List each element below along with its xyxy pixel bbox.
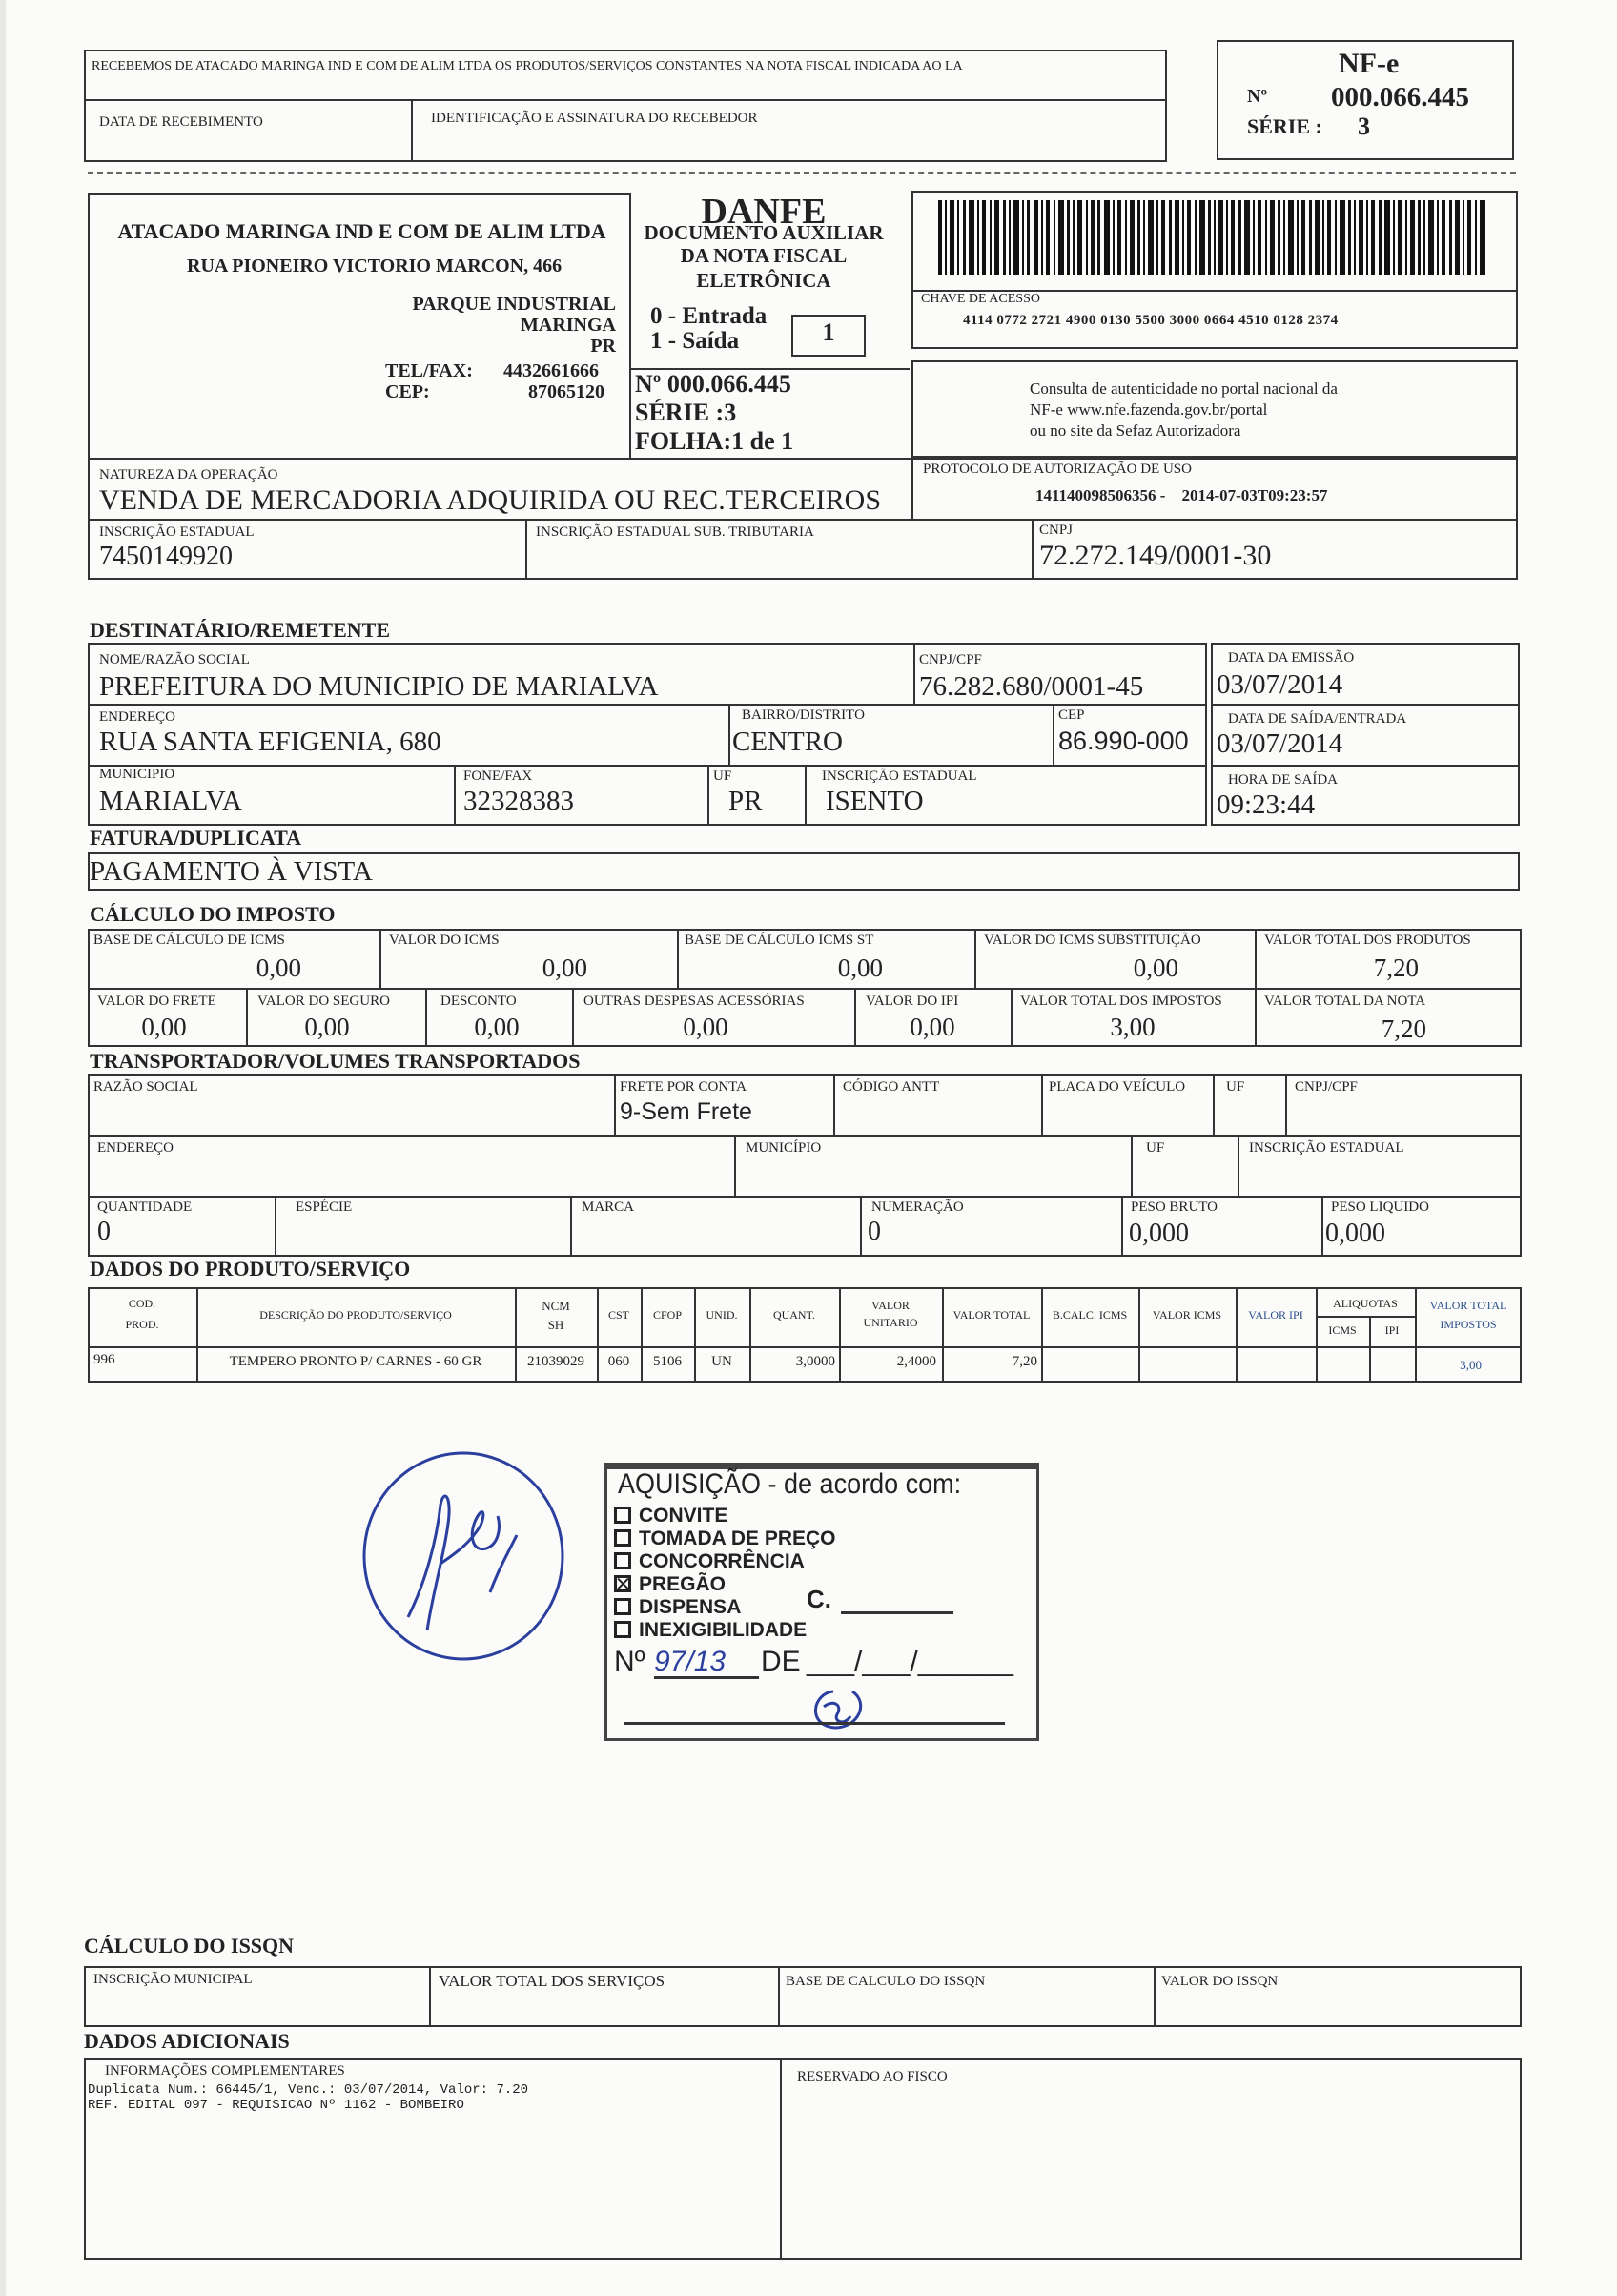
danfe-title: DANFE (701, 192, 827, 232)
tax-icms: 0,00 (542, 953, 587, 982)
issqn-value-label: VALOR DO ISSQN (1161, 1974, 1279, 1989)
recipient-ie-label: INSCRIÇÃO ESTADUAL (822, 769, 977, 784)
stamp-option-convite (614, 1505, 727, 1527)
stamp-option-dispensa (614, 1596, 741, 1619)
col-aliq: ALIQUOTAS (1333, 1297, 1398, 1310)
additional-line-1: Duplicata Num.: 66445/1, Venc.: 03/07/2014, Valor: 7.20 (88, 2082, 529, 2098)
stamp-de-label: DE (761, 1646, 801, 1677)
tax-freight-label: VALOR DO FRETE (97, 994, 216, 1009)
tax-ipi-label: VALOR DO IPI (866, 994, 959, 1009)
col-vipi: VALOR IPI (1248, 1308, 1303, 1322)
additional-info-label: INFORMAÇÕES COMPLEMENTARES (105, 2063, 345, 2079)
tax-freight: 0,00 (141, 1013, 187, 1041)
recipient-section-title: DESTINATÁRIO/REMETENTE (90, 618, 390, 642)
danfe-entrada: 0 - Entrada (650, 303, 768, 329)
item-ncm: 21039029 (527, 1354, 584, 1369)
invoice-payment: PAGAMENTO À VISTA (90, 856, 373, 887)
recipient-phone: 32328383 (463, 786, 574, 816)
tax-base-st-label: BASE DE CÁLCULO ICMS ST (685, 933, 874, 948)
barcode (938, 200, 1489, 275)
carrier-name-label: RAZÃO SOCIAL (93, 1079, 198, 1095)
stamp-option-tomada (614, 1527, 836, 1550)
receipt-date-label: DATA DE RECEBIMENTO (99, 114, 263, 130)
tax-base-icms: 0,00 (256, 953, 301, 982)
pregao-checked-icon (614, 1575, 631, 1592)
tax-icms-st-label: VALOR DO ICMS SUBSTITUIÇÃO (984, 933, 1201, 948)
access-key: 4114 0772 2721 4900 0130 5500 3000 0664 4510 0128 2374 (963, 313, 1339, 328)
products-section-title: DADOS DO PRODUTO/SERVIÇO (90, 1257, 411, 1281)
item-unid: UN (711, 1354, 732, 1369)
danfe-folha: FOLHA:1 de 1 (635, 427, 794, 455)
consult-line-3: ou no site da Sefaz Autorizadora (1030, 421, 1241, 440)
col-bcalc: B.CALC. ICMS (1052, 1308, 1128, 1322)
stamp-date-slashes: ___/___/______ (807, 1646, 1013, 1677)
volume-qty-label: QUANTIDADE (97, 1199, 193, 1215)
dispensa-checkbox-icon (614, 1598, 631, 1615)
emitter-cep-label: CEP: (385, 381, 430, 402)
tax-insurance-label: VALOR DO SEGURO (257, 994, 390, 1009)
tax-total-note: 7,20 (1381, 1015, 1426, 1043)
reserved-label: RESERVADO AO FISCO (797, 2069, 948, 2084)
nature-label: NATUREZA DA OPERAÇÃO (99, 467, 278, 482)
transport-box (88, 1074, 1522, 1257)
stamp-number-handwritten: 97/13 (654, 1646, 727, 1677)
emitter-state: PR (590, 336, 616, 357)
stamp-option-label: TOMADA DE PREÇO (639, 1527, 836, 1549)
recipient-address: RUA SANTA EFIGENIA, 680 (99, 727, 441, 757)
stamp-option-label: DISPENSA (639, 1596, 742, 1618)
carrier-city-label: MUNICÍPIO (746, 1140, 822, 1156)
tax-ipi: 0,00 (910, 1013, 955, 1041)
issqn-im-label: INSCRIÇÃO MUNICIPAL (93, 1972, 253, 1987)
recipient-cep: 86.990-000 (1058, 727, 1189, 755)
col-quant: QUANT. (772, 1308, 816, 1322)
recipient-uf: PR (728, 786, 763, 816)
danfe-subtitle-3: ELETRÔNICA (696, 269, 831, 292)
volume-qty: 0 (97, 1217, 111, 1246)
recipient-cnpj-label: CNPJ/CPF (919, 652, 982, 667)
emitter-city: MARINGA (521, 315, 616, 336)
col-cst: CST (607, 1308, 629, 1322)
tax-total-products: 7,20 (1373, 953, 1419, 982)
col-cod-2: PROD. (125, 1318, 159, 1331)
tax-other: 0,00 (683, 1013, 728, 1041)
col-cfop: CFOP (652, 1308, 683, 1322)
handwritten-signature (349, 1449, 578, 1669)
emitter-street: RUA PIONEIRO VICTORIO MARCON, 466 (187, 256, 563, 277)
operation-type: 1 (822, 318, 835, 346)
col-cod-1: COD. (128, 1297, 156, 1310)
issqn-section-title: CÁLCULO DO ISSQN (84, 1934, 295, 1958)
net-weight-label: PESO LIQUIDO (1331, 1199, 1429, 1215)
freight-value: 9-Sem Frete (620, 1098, 752, 1125)
cnpj-value: 72.272.149/0001-30 (1039, 540, 1272, 571)
danfe-subtitle-2: DA NOTA FISCAL (680, 244, 848, 267)
emitter-district: PARQUE INDUSTRIAL (412, 294, 616, 315)
tax-base-st: 0,00 (837, 953, 883, 982)
inexigibilidade-checkbox-icon (614, 1621, 631, 1638)
col-vicms: VALOR ICMS (1152, 1308, 1222, 1322)
col-ncm-1: NCM (542, 1299, 570, 1313)
recipient-name-label: NOME/RAZÃO SOCIAL (99, 652, 250, 667)
item-cod: 996 (93, 1352, 115, 1367)
consult-line-1: Consulta de autenticidade no portal nacional da (1030, 379, 1338, 398)
danfe-saida: 1 - Saída (650, 328, 740, 354)
carrier-uf-label: UF (1226, 1079, 1245, 1095)
nfe-number: 000.066.445 (1331, 82, 1469, 113)
recipient-address-label: ENDEREÇO (99, 709, 175, 725)
tax-icms-label: VALOR DO ICMS (389, 933, 500, 948)
volume-numbering: 0 (868, 1217, 881, 1246)
issqn-services-label: VALOR TOTAL DOS SERVIÇOS (439, 1972, 665, 1990)
net-weight: 0,000 (1325, 1219, 1385, 1248)
col-vtot-1: VALOR TOTAL (1429, 1299, 1507, 1312)
emitter-name: ATACADO MARINGA IND E COM DE ALIM LTDA (117, 219, 606, 243)
emission-date-label: DATA DA EMISSÃO (1228, 650, 1355, 666)
col-total: VALOR TOTAL (952, 1308, 1031, 1322)
col-desc: DESCRIÇÃO DO PRODUTO/SERVIÇO (259, 1308, 452, 1322)
danfe-serie: SÉRIE :3 (635, 399, 737, 426)
tax-total-products-label: VALOR TOTAL DOS PRODUTOS (1264, 933, 1471, 948)
access-key-label: CHAVE DE ACESSO (921, 292, 1040, 306)
nature-value: VENDA DE MERCADORIA ADQUIRIDA OU REC.TERCEIROS (99, 484, 882, 516)
stamp-option-label: CONVITE (639, 1505, 728, 1527)
volume-species-label: ESPÉCIE (296, 1199, 353, 1215)
tax-total-taxes-label: VALOR TOTAL DOS IMPOSTOS (1020, 994, 1222, 1009)
acquisition-stamp (597, 1459, 1045, 1745)
stamp-option-label: CONCORRÊNCIA (639, 1550, 805, 1572)
exit-date: 03/07/2014 (1217, 728, 1343, 759)
invoice-section-title: FATURA/DUPLICATA (90, 826, 302, 850)
cut-line (88, 172, 1516, 174)
recipient-cnpj: 76.282.680/0001-45 (919, 671, 1144, 702)
stamp-option-label: PREGÃO (639, 1573, 727, 1595)
col-unit-2: UNITARIO (863, 1316, 918, 1329)
col-unid: UNID. (706, 1308, 738, 1322)
col-unit-1: VALOR (871, 1299, 910, 1312)
receipt-signature-label: IDENTIFICAÇÃO E ASSINATURA DO RECEBEDOR (431, 111, 758, 126)
item-unit: 2,4000 (896, 1354, 936, 1369)
concorrencia-checkbox-icon (614, 1552, 631, 1569)
danfe-document (6, 0, 1617, 2296)
receipt-text: RECEBEMOS DE ATACADO MARINGA IND E COM DE ALIM LTDA OS PRODUTOS/SERVIÇOS CONSTANTES NA NOTA FISCAL INDICADA AO LA (92, 59, 963, 73)
transport-section-title: TRANSPORTADOR/VOLUMES TRANSPORTADOS (90, 1049, 581, 1073)
nfe-number-label: Nº (1247, 86, 1268, 107)
tax-insurance: 0,00 (304, 1013, 350, 1041)
freight-label: FRETE POR CONTA (620, 1079, 747, 1095)
tax-total-note-label: VALOR TOTAL DA NOTA (1264, 994, 1426, 1009)
recipient-city: MARIALVA (99, 786, 242, 816)
consult-line-2: NF-e www.nfe.fazenda.gov.br/portal (1030, 400, 1268, 419)
volume-brand-label: MARCA (582, 1199, 635, 1215)
tax-discount: 0,00 (474, 1013, 520, 1041)
exit-date-label: DATA DE SAÍDA/ENTRADA (1228, 711, 1407, 727)
stamp-option-inexigibilidade (614, 1619, 807, 1642)
stamp-initials (795, 1684, 881, 1735)
stamp-title: AQUISIÇÃO - de acordo com: (618, 1468, 962, 1500)
item-desc: TEMPERO PRONTO P/ CARNES - 60 GR (229, 1354, 482, 1369)
convite-checkbox-icon (614, 1507, 631, 1524)
issqn-base-label: BASE DE CALCULO DO ISSQN (786, 1974, 986, 1989)
antt-label: CÓDIGO ANTT (843, 1079, 940, 1095)
stamp-option-label: INEXIGIBILIDADE (639, 1619, 808, 1641)
plate-label: PLACA DO VEÍCULO (1049, 1079, 1186, 1095)
volume-numbering-label: NUMERAÇÃO (871, 1199, 964, 1215)
carrier-uf2-label: UF (1146, 1140, 1165, 1156)
cnpj-label: CNPJ (1039, 523, 1074, 538)
recipient-ie: ISENTO (826, 786, 924, 816)
protocol-label: PROTOCOLO DE AUTORIZAÇÃO DE USO (923, 461, 1192, 477)
tax-total-taxes: 3,00 (1110, 1013, 1156, 1041)
nfe-title: NF-e (1339, 48, 1400, 79)
state-registration-value: 7450149920 (99, 542, 233, 571)
exit-time-label: HORA DE SAÍDA (1228, 772, 1339, 788)
state-registration-st-label: INSCRIÇÃO ESTADUAL SUB. TRIBUTARIA (536, 524, 814, 540)
carrier-ie-label: INSCRIÇÃO ESTADUAL (1249, 1140, 1404, 1156)
stamp-option-pregao (614, 1573, 726, 1596)
item-taxes: 3,00 (1460, 1358, 1482, 1372)
tax-base-icms-label: BASE DE CÁLCULO DE ICMS (93, 933, 285, 948)
carrier-cnpj-label: CNPJ/CPF (1295, 1079, 1358, 1095)
recipient-cep-label: CEP (1058, 707, 1085, 723)
danfe-subtitle-1: DOCUMENTO AUXILIAR (644, 221, 884, 244)
recipient-city-label: MUNICIPIO (99, 767, 175, 782)
nfe-serie-label: SÉRIE : (1247, 114, 1322, 138)
danfe-number: Nº 000.066.445 (635, 370, 791, 398)
col-ncm-2: SH (547, 1318, 564, 1332)
stamp-option-concorrencia (614, 1550, 805, 1573)
gross-weight-label: PESO BRUTO (1131, 1199, 1218, 1215)
emission-date: 03/07/2014 (1217, 669, 1343, 700)
nfe-serie: 3 (1358, 113, 1370, 140)
tax-section-title: CÁLCULO DO IMPOSTO (90, 902, 336, 926)
carrier-address-label: ENDEREÇO (97, 1140, 174, 1156)
emitter-cep: 87065120 (528, 381, 604, 402)
additional-section-title: DADOS ADICIONAIS (84, 2029, 290, 2053)
stamp-c-label: C. (807, 1585, 831, 1613)
protocol-value: 141140098506356 - 2014-07-03T09:23:57 (1035, 486, 1328, 504)
exit-time: 09:23:44 (1217, 789, 1316, 820)
col-vtot-2: IMPOSTOS (1440, 1318, 1497, 1331)
stamp-number-prefix: Nº (614, 1646, 645, 1677)
col-aliq-icms: ICMS (1328, 1323, 1357, 1337)
recipient-uf-label: UF (713, 769, 732, 784)
recipient-phone-label: FONE/FAX (463, 769, 533, 784)
tax-icms-st: 0,00 (1133, 953, 1178, 982)
item-cst: 060 (607, 1354, 630, 1369)
state-registration-label: INSCRIÇÃO ESTADUAL (99, 524, 255, 540)
item-total: 7,20 (1012, 1354, 1037, 1369)
item-quant: 3,0000 (795, 1354, 835, 1369)
gross-weight: 0,000 (1129, 1219, 1189, 1248)
recipient-district-label: BAIRRO/DISTRITO (742, 707, 865, 723)
tax-discount-label: DESCONTO (440, 994, 517, 1009)
col-aliq-ipi: IPI (1384, 1323, 1400, 1337)
recipient-district: CENTRO (732, 727, 843, 757)
emitter-tel-label: TEL/FAX: (385, 360, 473, 381)
item-cfop: 5106 (653, 1354, 682, 1369)
emitter-tel: 4432661666 (503, 360, 599, 381)
tomada-checkbox-icon (614, 1529, 631, 1547)
additional-line-2: REF. EDITAL 097 - REQUISICAO Nº 1162 - BOMBEIRO (88, 2098, 464, 2113)
tax-other-label: OUTRAS DESPESAS ACESSÓRIAS (583, 994, 805, 1009)
recipient-name: PREFEITURA DO MUNICIPIO DE MARIALVA (99, 671, 659, 702)
